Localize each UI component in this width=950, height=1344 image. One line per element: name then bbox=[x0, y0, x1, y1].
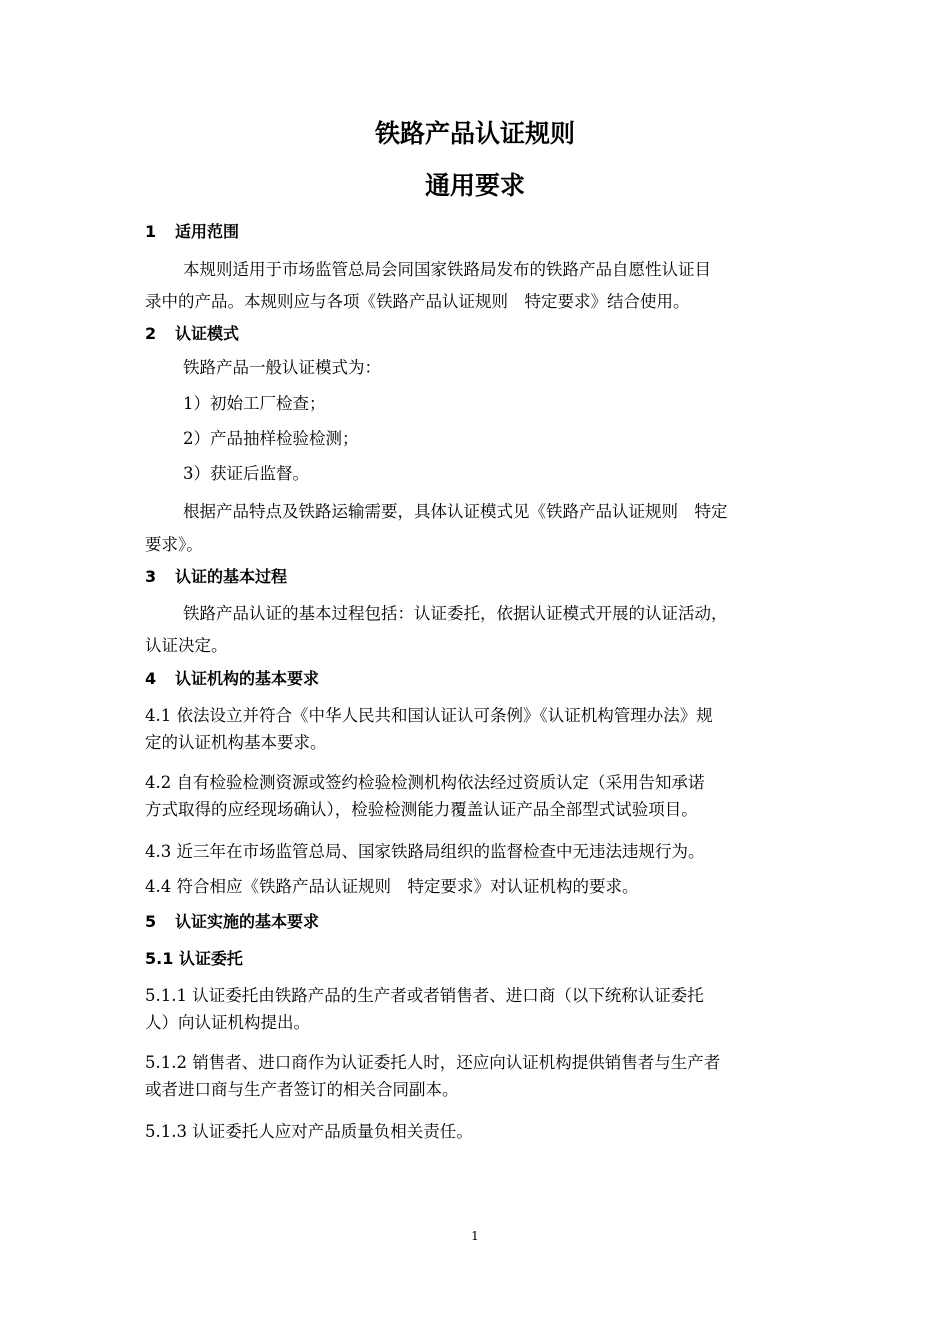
paragraph-line: 铁路产品一般认证模式为： bbox=[183, 358, 381, 377]
clause-line: 5.1.1 认证委托由铁路产品的生产者或者销售者、进口商（以下统称认证委托 bbox=[145, 986, 704, 1005]
clause-line: 4.2 自有检验检测资源或签约检验检测机构依法经过资质认定（采用告知承诺 bbox=[145, 773, 705, 792]
document-title: 铁路产品认证规则 bbox=[374, 119, 575, 148]
paragraph-line: 录中的产品。本规则应与各项《铁路产品认证规则 特定要求》结合使用。 bbox=[145, 292, 690, 311]
document-subtitle: 通用要求 bbox=[424, 171, 525, 200]
clause-line: 5.1.2 销售者、进口商作为认证委托人时，还应向认证机构提供销售者与生产者 bbox=[145, 1053, 721, 1072]
list-item: 3）获证后监督。 bbox=[183, 464, 309, 483]
section-number: 1 bbox=[145, 222, 157, 241]
clause-line: 定的认证机构基本要求。 bbox=[145, 733, 327, 752]
clause-line: 4.3 近三年在市场监管总局、国家铁路局组织的监督检查中无违法违规行为。 bbox=[145, 842, 705, 861]
section-title: 认证实施的基本要求 bbox=[175, 912, 320, 931]
section-title: 认证模式 bbox=[175, 324, 240, 343]
section-number: 5 bbox=[145, 912, 157, 931]
paragraph-line: 要求》。 bbox=[145, 535, 203, 554]
list-item: 1）初始工厂检查； bbox=[183, 394, 326, 413]
clause-line: 方式取得的应经现场确认），检验检测能力覆盖认证产品全部型式试验项目。 bbox=[145, 800, 698, 819]
paragraph-line: 铁路产品认证的基本过程包括：认证委托，依据认证模式开展的认证活动， bbox=[183, 604, 728, 623]
section-number: 3 bbox=[145, 567, 157, 586]
section-1-heading bbox=[145, 220, 239, 244]
clause-line: 或者进口商与生产者签订的相关合同副本。 bbox=[145, 1080, 459, 1099]
section-3-heading bbox=[145, 565, 287, 589]
clause-line: 人）向认证机构提出。 bbox=[145, 1013, 310, 1032]
subsection-5-1-heading: 5.1 认证委托 bbox=[145, 949, 243, 968]
section-title: 认证机构的基本要求 bbox=[175, 669, 320, 688]
paragraph-line: 根据产品特点及铁路运输需要，具体认证模式见《铁路产品认证规则 特定 bbox=[183, 502, 728, 521]
section-4-heading bbox=[145, 667, 319, 691]
clause-line: 4.4 符合相应《铁路产品认证规则 特定要求》对认证机构的要求。 bbox=[145, 877, 639, 896]
section-2-heading bbox=[145, 322, 239, 346]
section-number: 4 bbox=[145, 669, 157, 688]
section-5-heading bbox=[145, 910, 319, 934]
paragraph-line: 本规则适用于市场监管总局会同国家铁路局发布的铁路产品自愿性认证目 bbox=[183, 260, 711, 279]
page-number: 1 bbox=[471, 1229, 479, 1243]
section-title: 适用范围 bbox=[175, 222, 240, 241]
paragraph-line: 认证决定。 bbox=[145, 636, 228, 655]
section-number: 2 bbox=[145, 324, 157, 343]
list-item: 2）产品抽样检验检测； bbox=[183, 429, 359, 448]
section-title: 认证的基本过程 bbox=[175, 567, 288, 586]
clause-line: 5.1.3 认证委托人应对产品质量负相关责任。 bbox=[145, 1122, 473, 1141]
clause-line: 4.1 依法设立并符合《中华人民共和国认证认可条例》《认证机构管理办法》规 bbox=[145, 706, 713, 725]
